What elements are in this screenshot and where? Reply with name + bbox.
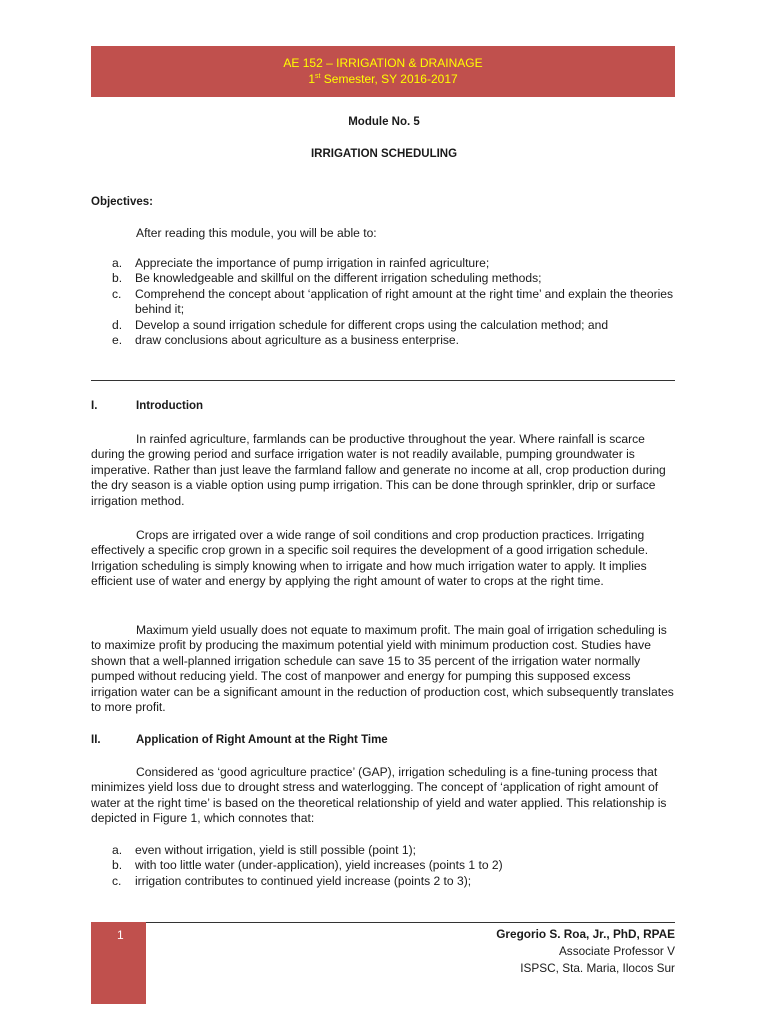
section-2-number: II. [91, 734, 101, 746]
footer-affiliation: ISPSC, Sta. Maria, Ilocos Sur [520, 961, 675, 975]
objectives-intro: After reading this module, you will be able to: [136, 226, 377, 240]
list-item: c. Comprehend the concept about ‘application of right amount at the right time’ and explain the theories behind it; [112, 286, 674, 317]
objectives-list [91, 256, 675, 348]
section-1-title: Introduction [136, 400, 204, 412]
module-number: Module No. 5 [348, 116, 420, 128]
list-item: c. irrigation contributes to continued yield increase (points 2 to 3); [112, 873, 472, 888]
footer-author: Gregorio S. Roa, Jr., PhD, RPAE [496, 927, 675, 941]
list-item: d. Develop a sound irrigation schedule for different crops using the calculation method; and [112, 317, 609, 332]
section-2-paragraph: Considered as ‘good agriculture practice’ (GAP), irrigation scheduling is a fine-tuning process that minimizes yield loss due to drought stress and waterlogging. The concept of ‘application of right amount of water at the right time’ is based on the theoretical relationship of yield and water applied. This relationship is depicted in Figure 1, which connotes that: [91, 765, 667, 826]
page-number-box [91, 922, 146, 1004]
list-item: b. Be knowledgeable and skillful on the different irrigation scheduling methods; [112, 271, 542, 286]
yield-points-list [91, 843, 675, 889]
footer-rule [91, 922, 675, 923]
footer-position: Associate Professor V [558, 944, 675, 958]
page-number: 1 [117, 928, 124, 942]
list-item: a. Appreciate the importance of pump irrigation in rainfed agriculture; [112, 256, 490, 270]
intro-paragraph-3: Maximum yield usually does not equate to maximum profit. The main goal of irrigation scheduling is to maximize profit by producing the maximum potential yield with minimum production cost. Studies have shown that a well-planned irrigation schedule can save 15 to 35 percent of the irrigation water normally pumped without reducing yield. The cost of manpower and energy for pumping this supposed excess irrigation water can be a significant amount in the reduction of production cost, which subsequently translates to more profit. [91, 623, 674, 715]
course-title: AE 152 – IRRIGATION & DRAINAGE [283, 56, 483, 70]
course-header-band [91, 46, 675, 97]
section-2-title: Application of Right Amount at the Right Time [136, 734, 388, 746]
intro-paragraph-2: Crops are irrigated over a wide range of soil conditions and crop production practices. Irrigating effectively a specific crop grown in a specific soil requires the development of a good irrigation schedule. Irrigation scheduling is simply knowing when to irrigate and how much irrigation water to apply. It implies efficient use of water and energy by applying the right amount of water to crops at the right time. [91, 528, 649, 589]
module-title: IRRIGATION SCHEDULING [310, 148, 458, 160]
list-item: e. draw conclusions about agriculture as a business enterprise. [112, 333, 460, 348]
list-item: b. with too little water (under-application), yield increases (points 1 to 2) [112, 858, 503, 873]
list-item: a. even without irrigation, yield is still possible (point 1); [112, 843, 416, 857]
section-divider [91, 380, 675, 381]
intro-paragraph-1: In rainfed agriculture, farmlands can be productive throughout the year. Where rainfall is scarce during the growing period and surface irrigation water is not readily available, pumping groundwater is imperative. Rather than just leave the farmland fallow and generate no income at all, crop production during the dry season is a viable option using pump irrigation. This can be done through sprinkler, drip or surface irrigation method. [91, 432, 666, 508]
section-1-number: I. [91, 400, 98, 412]
objectives-heading: Objectives: [91, 196, 153, 208]
semester-line: 1st Semester, SY 2016-2017 [308, 72, 458, 86]
